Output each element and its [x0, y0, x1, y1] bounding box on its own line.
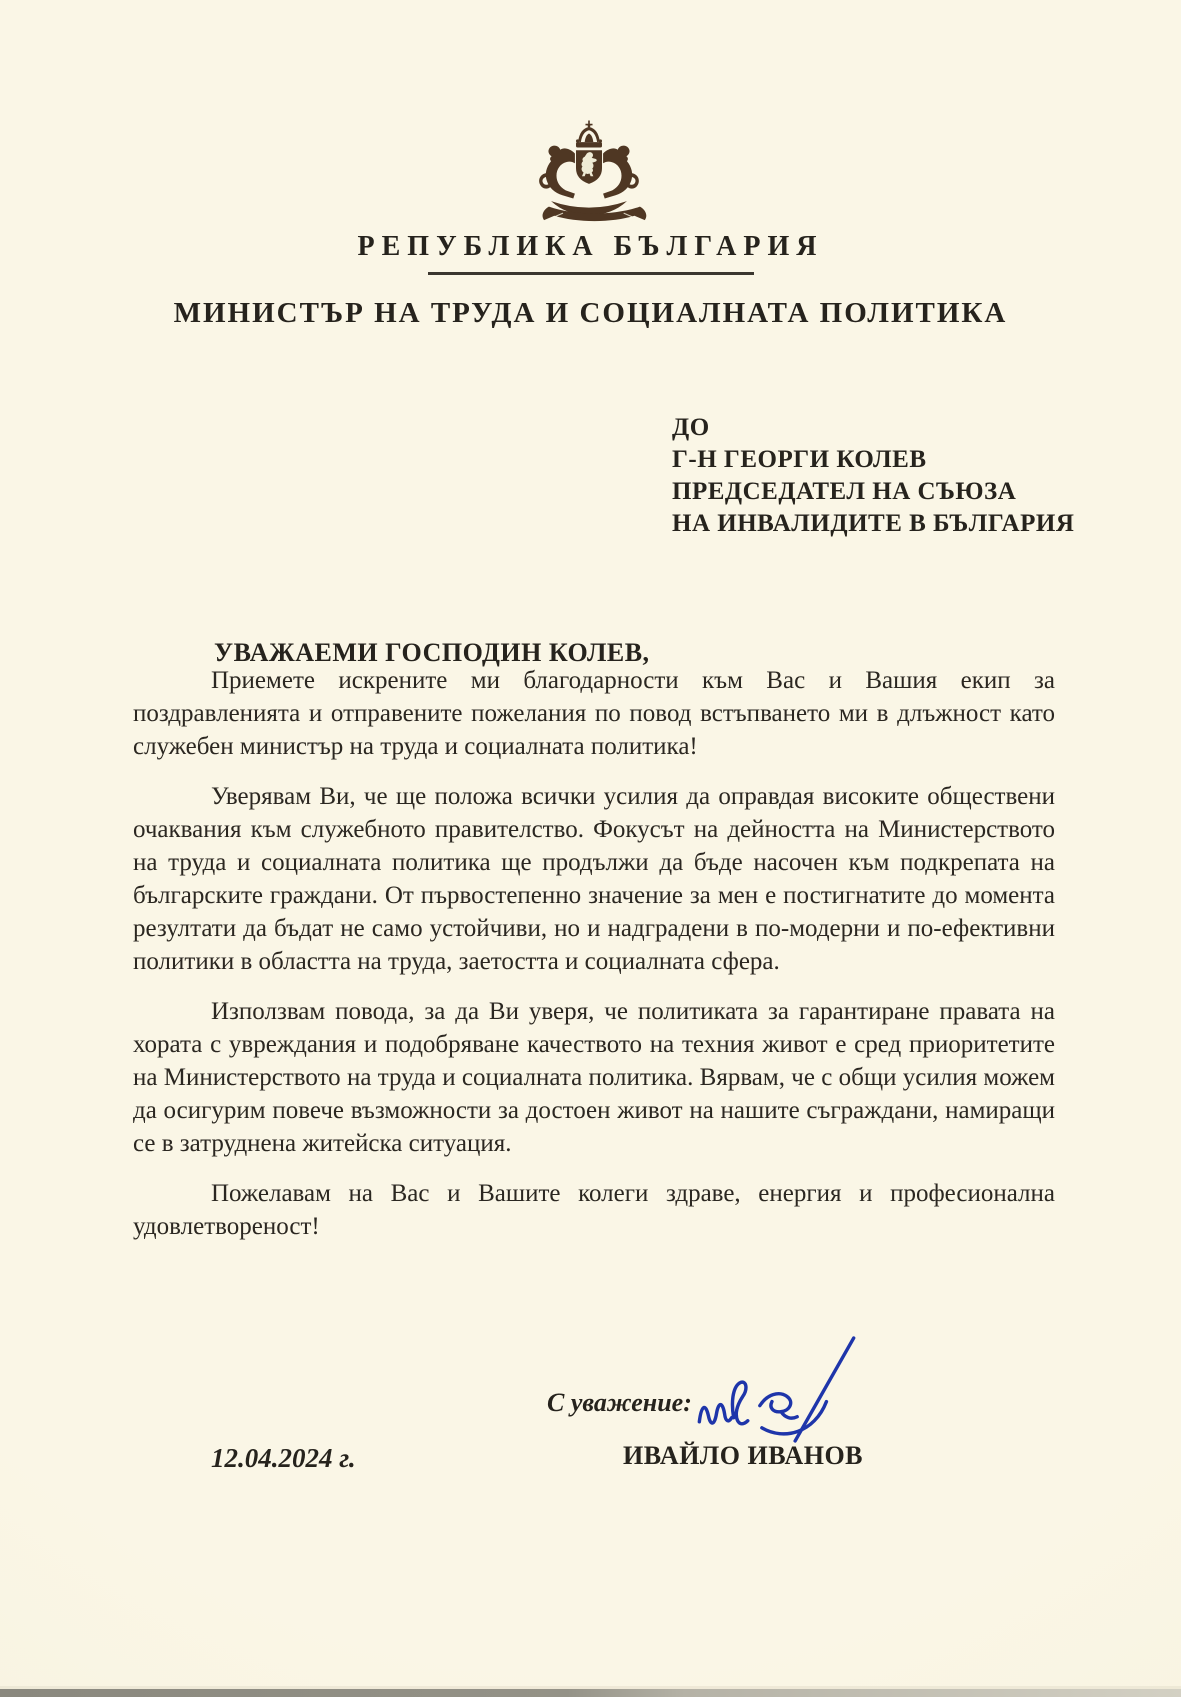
recipient-line-role-1: ПРЕДСЕДАТЕЛ НА СЪЮЗА [672, 478, 1017, 505]
letter-date: 12.04.2024 г. [211, 1443, 356, 1473]
letter-body [133, 664, 1055, 1260]
valediction: С уважение: [547, 1388, 692, 1417]
body-paragraph-4: Пожелавам на Вас и Вашите колеги здраве, енергия и професионална удовлетвореност! [133, 1180, 1055, 1240]
body-paragraph-3: Използвам повода, за да Ви уверя, че политиката за гарантиране правата на хората с увреждания и подобряване качеството на техния живот е сред приоритетите на Министерството на труда и социалната политика. Вярвам, че с общи усилия можем да осигурим повече възможности за достоен живот на нашите съграждани, намиращи се в затруднена житейска ситуация. [133, 998, 1055, 1157]
recipient-block [672, 412, 1074, 540]
handwritten-signature-icon [690, 1333, 864, 1449]
title-divider [428, 272, 754, 275]
coat-of-arms-icon [524, 118, 654, 228]
recipient-line-name: Г-Н ГЕОРГИ КОЛЕВ [672, 446, 927, 473]
body-paragraph-2: Уверявам Ви, че ще положа всички усилия да оправдая високите обществени очаквания към служебното правителство. Фокусът на дейността на Министерството на труда и социалната политика ще продължи да бъде насочен към подкрепата на българските граждани. От първостепенно значение за мен е постигнатите до момента резултати да бъдат не само устойчиви, но и надградени в по-модерни и по-ефективни политики в областта на труда, заетостта и социалната сфера. [133, 783, 1055, 975]
body-paragraph-1: Приемете искрените ми благодарности към Вас и Вашия екип за поздравленията и отправените пожелания по повод встъпването ми в длъжност като служебен министър на труда и социалната политика! [133, 667, 1055, 760]
signatory-name: ИВАЙЛО ИВАНОВ [623, 1441, 864, 1470]
scan-edge-artifact [0, 1689, 1181, 1697]
minister-subtitle: МИНИСТЪР НА ТРУДА И СОЦИАЛНАТА ПОЛИТИКА [173, 297, 1008, 329]
recipient-line-to: ДО [672, 414, 710, 441]
republic-title: РЕПУБЛИКА БЪЛГАРИЯ [357, 231, 824, 262]
salutation: УВАЖАЕМИ ГОСПОДИН КОЛЕВ, [214, 638, 650, 667]
recipient-line-role-2: НА ИНВАЛИДИТЕ В БЪЛГАРИЯ [672, 510, 1075, 537]
